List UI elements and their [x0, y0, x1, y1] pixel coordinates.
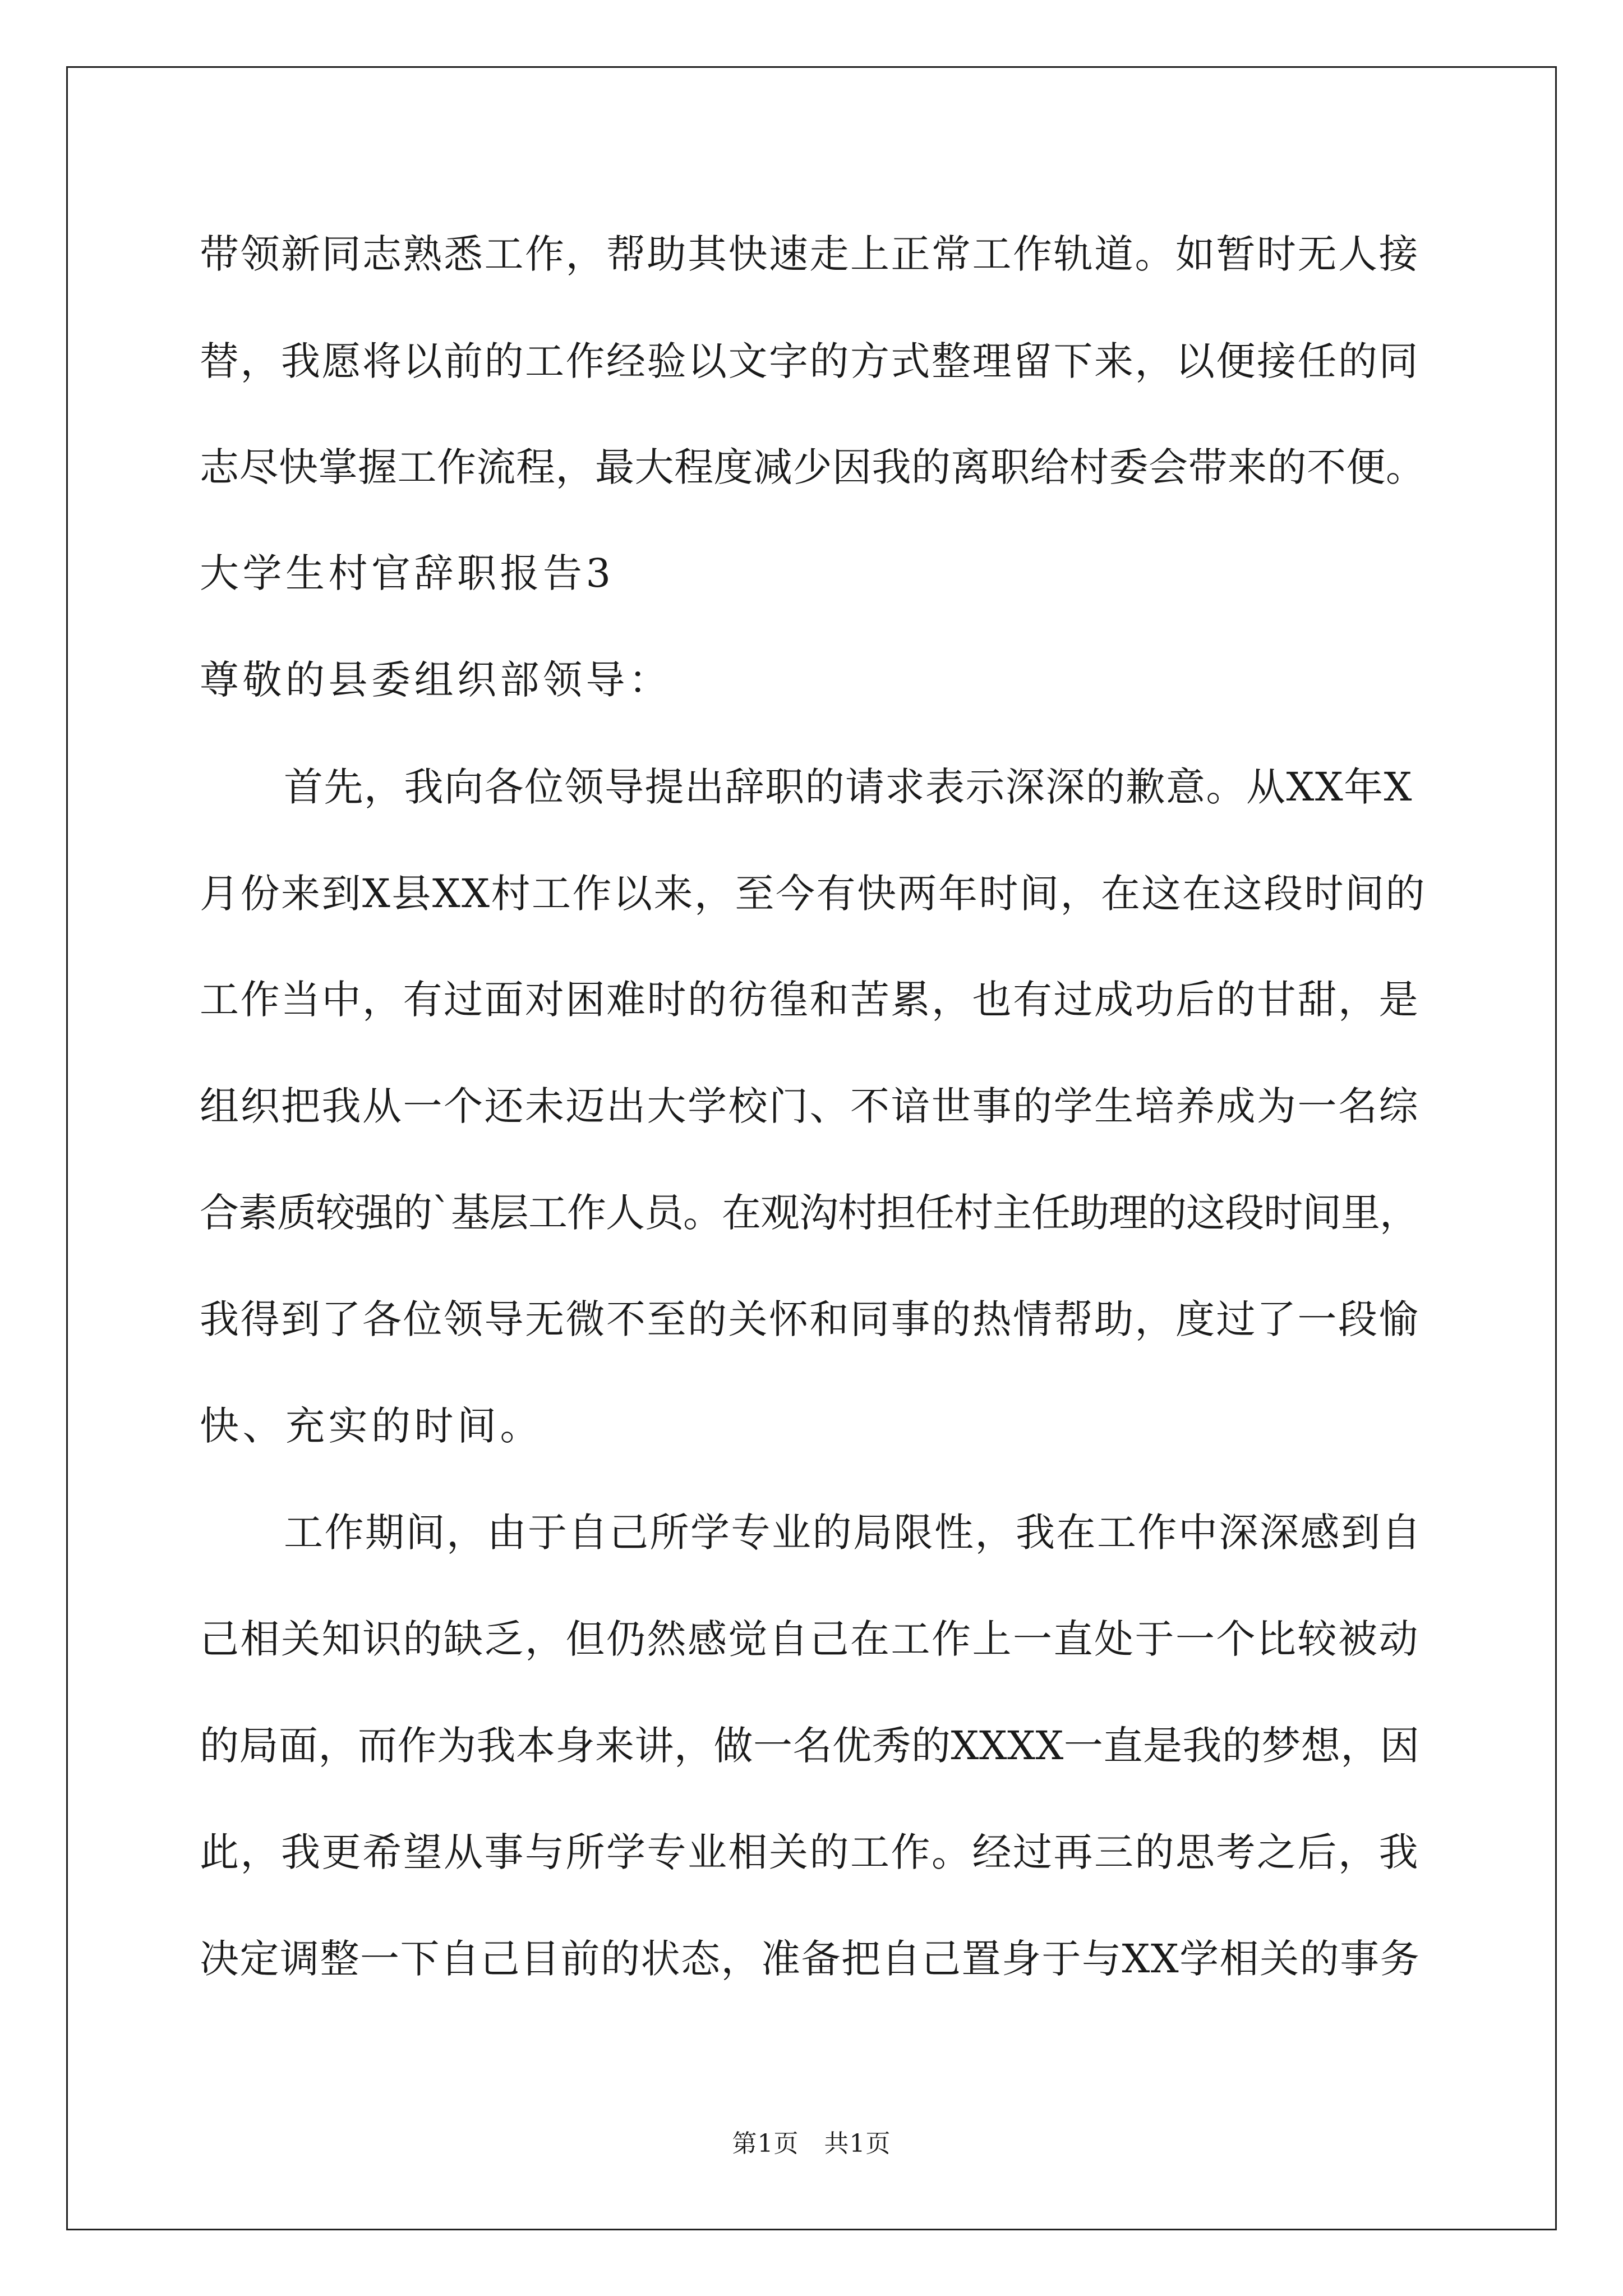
text-line: 合素质较强的`基层工作人员。在观沟村担任村主任助理的这段时间里， [200, 1190, 1418, 1236]
page-border [66, 66, 1557, 2230]
paragraph-start: 工作期间，由于自己所学专业的局限性，我在工作中深深感到自 [284, 1510, 1422, 1556]
text-line: 我得到了各位领导无微不至的关怀和同事的热情帮助，度过了一段愉 [200, 1296, 1419, 1342]
text-line: 组织把我从一个还未迈出大学校门、不谙世事的学生培养成为一名综 [200, 1083, 1419, 1129]
text-line: 快、充实的时间。 [200, 1403, 543, 1449]
text-line: 决定调整一下自己目前的状态，准备把自己置身于与XX学相关的事务 [200, 1936, 1421, 1982]
section-heading: 大学生村官辞职报告3 [200, 550, 615, 596]
text-line: 的局面，而作为我本身来讲，做一名优秀的XXXX一直是我的梦想，因 [200, 1723, 1420, 1769]
page-number-footer: 第1页 共1页 [732, 2129, 891, 2158]
text-line: 替，我愿将以前的工作经验以文字的方式整理留下来，以便接任的同 [200, 338, 1419, 384]
text-line: 己相关知识的缺乏，但仍然感觉自己在工作上一直处于一个比较被动 [200, 1616, 1419, 1662]
text-line: 带领新同志熟悉工作，帮助其快速走上正常工作轨道。如暂时无人接 [200, 231, 1419, 277]
text-line: 月份来到X县XX村工作以来，至今有快两年时间，在这在这段时间的 [200, 871, 1427, 917]
text-line: 志尽快掌握工作流程，最大程度减少因我的离职给村委会带来的不便。 [200, 444, 1426, 490]
text-line: 工作当中，有过面对困难时的彷徨和苦累，也有过成功后的甘甜，是 [200, 977, 1419, 1023]
text-line: 此，我更希望从事与所学专业相关的工作。经过再三的思考之后，我 [200, 1829, 1419, 1875]
salutation: 尊敬的县委组织部领导： [200, 657, 672, 703]
paragraph-start: 首先，我向各位领导提出辞职的请求表示深深的歉意。从XX年X [284, 764, 1413, 810]
